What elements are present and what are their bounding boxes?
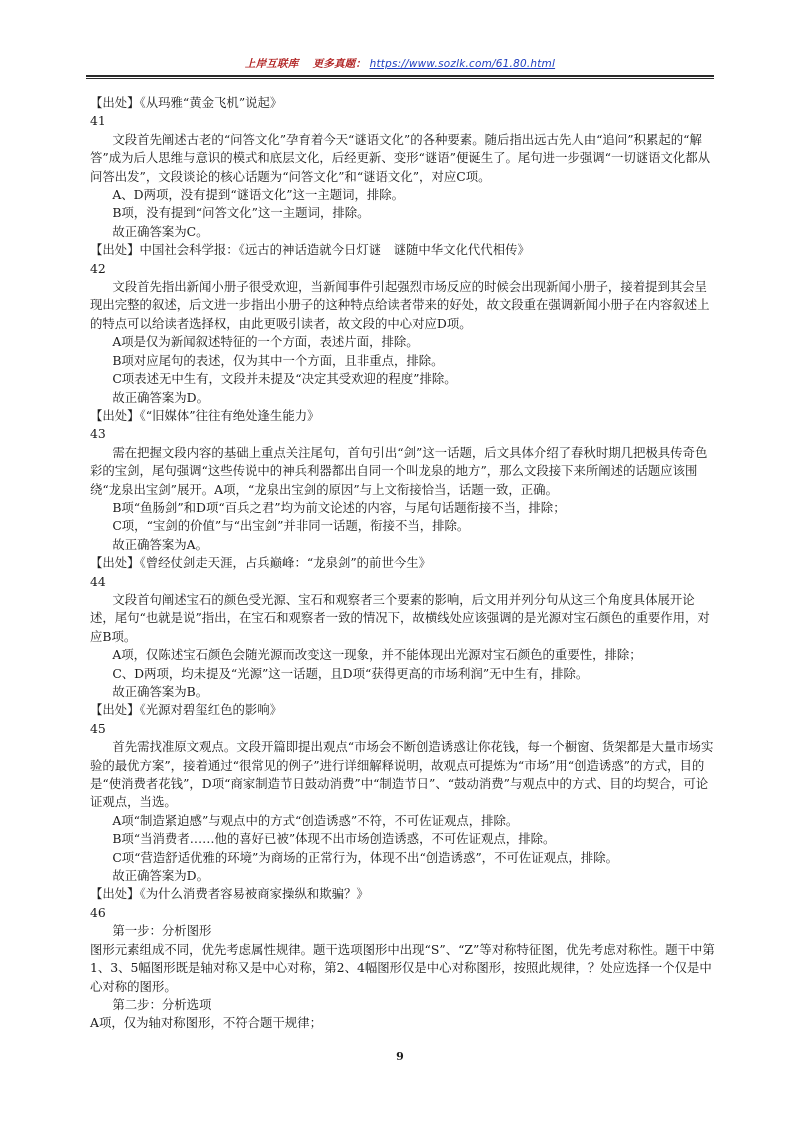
paragraph: 文段首先阐述古老的“问答文化”孕育着今天“谜语文化”的各种要素。随后指出远古先人由“追问”积累起的“解答”成为后人思维与意识的模式和底层文化，后经更新、变形“谜语”便诞生了。尾句进一步强调“一切谜语文化都从问答出发”，文段谈论的核心话题为“问答文化”和“谜语文化”，对应C项。 (90, 131, 711, 184)
page-header (0, 56, 800, 71)
document-body (90, 94, 718, 1033)
paragraph: 43 (90, 426, 106, 442)
paragraph: 【出处】《光源对碧玺红色的影响》 (90, 702, 283, 718)
paragraph: A、D两项，没有提到“谜语文化”这一主题词，排除。 (112, 187, 405, 203)
paragraph: C项，“宝剑的价值”与“出宝剑”并非同一话题，衔接不当，排除。 (112, 518, 470, 534)
paragraph: 46 (90, 904, 106, 920)
header-more-label: 更多真题： (312, 58, 367, 70)
paragraph: 44 (90, 573, 106, 589)
paragraph: 【出处】《从玛雅“黄金飞机”说起》 (90, 95, 283, 110)
paragraph: 故正确答案为B。 (112, 684, 209, 699)
paragraph: 【出处】中国社会科学报：《远古的神话造就今日灯谜 谜随中华文化代代相传》 (90, 242, 530, 258)
paragraph: B项对应尾句的表述，仅为其中一个方面，且非重点，排除。 (112, 352, 444, 368)
paragraph: 故正确答案为A。 (112, 536, 208, 552)
paragraph: B项“当消费者……他的喜好已被”体现不出市场创造诱惑，不可佐证观点，排除。 (112, 831, 556, 847)
paragraph: A项，仅陈述宝石颜色会随光源而改变这一现象，并不能体现出光源对宝石颜色的重要性，排除； (112, 647, 642, 663)
paragraph: 故正确答案为D。 (112, 389, 209, 405)
paragraph: A项“制造紧迫感”与观点中的方式“创造诱惑”不符，不可佐证观点，排除。 (112, 812, 519, 828)
paragraph: 需在把握文段内容的基础上重点关注尾句，首句引出“剑”这一话题，后文具体介绍了春秋时期几把极具传奇色彩的宝剑，尾句强调“这些传说中的神兵利器都出自同一个叫龙泉的地方”，那么文段接下来所阐述的话题应该围绕“龙泉出宝剑”展开。A项，“龙泉出宝剑的原因”与上文衔接恰当，话题一致，正确。 (90, 444, 708, 497)
paragraph: 首先需找准原文观点。文段开篇即提出观点“市场会不断创造诱惑让你花钱，每一个橱窗、货架都是大量市场实验的最优方案”，接着通过“很常见的例子”进行详细解释说明，故观点可提炼为“市场”用“创造诱惑”的方式，目的是“使消费者花钱”，D项“商家制造节日鼓动消费”中“制造节日”、“鼓动消费”与观点中的方式、目的均契合，可论证观点，当选。 (90, 739, 714, 810)
header-brand: 上岸互联库 (244, 58, 299, 70)
page-number: 9 (396, 1050, 404, 1063)
paragraph: C项表述无中生有，文段并未提及“决定其受欢迎的程度”排除。 (112, 371, 457, 387)
header-divider (86, 75, 714, 77)
paragraph: A项，仅为轴对称图形，不符合题干规律； (90, 1015, 322, 1031)
paragraph: 第二步：分析选项 (112, 996, 212, 1012)
paragraph: C、D两项，均未提及“光源”这一话题，且D项“获得更高的市场利润”无中生有，排除。 (112, 665, 589, 681)
paragraph: 图形元素组成不同，优先考虑属性规律。题干选项图形中出现“S”、“Z”等对称特征图，优先考虑对称性。题干中第1、3、5幅图形既是轴对称又是中心对称，第2、4幅图形仅是中心对称图形，按照此规律，？处应选择一个仅是中心对称的图形。 (90, 941, 715, 994)
header-divider-thin (86, 78, 714, 79)
header-url-link[interactable]: https://www.sozlk.com/61.80.html (369, 58, 556, 70)
paragraph: 42 (90, 260, 106, 276)
paragraph: B项“鱼肠剑”和D项“百兵之君”均为前文论述的内容，与尾句话题衔接不当，排除； (112, 499, 566, 515)
paragraph: 【出处】《曾经仗剑走天涯，占兵巅峰：“龙泉剑”的前世今生》 (90, 555, 432, 571)
paragraph: 45 (90, 720, 106, 736)
paragraph: C项“营造舒适优雅的环境”为商场的正常行为，体现不出“创造诱惑”，不可佐证观点，排除。 (112, 849, 618, 865)
paragraph: 故正确答案为C。 (112, 223, 209, 239)
paragraph: 【出处】《“旧媒体”往往有绝处逢生能力》 (90, 407, 320, 423)
paragraph: 【出处】《为什么消费者容易被商家操纵和欺骗？》 (90, 886, 369, 902)
paragraph: A项是仅为新闻叙述特征的一个方面，表述片面，排除。 (112, 334, 419, 350)
paragraph: 文段首句阐述宝石的颜色受光源、宝石和观察者三个要素的影响，后文用并列分句从这三个角度具体展开论述，尾句“也就是说”指出，在宝石和观察者一致的情况下，故横线处应该强调的是光源对宝石颜色的重要作用，对应B项。 (90, 591, 710, 644)
paragraph: 文段首先指出新闻小册子很受欢迎，当新闻事件引起强烈市场反应的时候会出现新闻小册子，接着提到其会呈现出完整的叙述，后文进一步指出小册子的这种特点给读者带来的好处，故文段重在强调新闻小册子在内容叙述上的特点可以给读者选择权，由此更吸引读者，故文段的中心对应D项。 (90, 279, 710, 331)
paragraph: 第一步：分析图形 (112, 923, 212, 939)
paragraph: 41 (90, 113, 106, 129)
paragraph: B项，没有提到“问答文化”这一主题词，排除。 (112, 205, 370, 221)
paragraph: 故正确答案为D。 (112, 868, 209, 884)
